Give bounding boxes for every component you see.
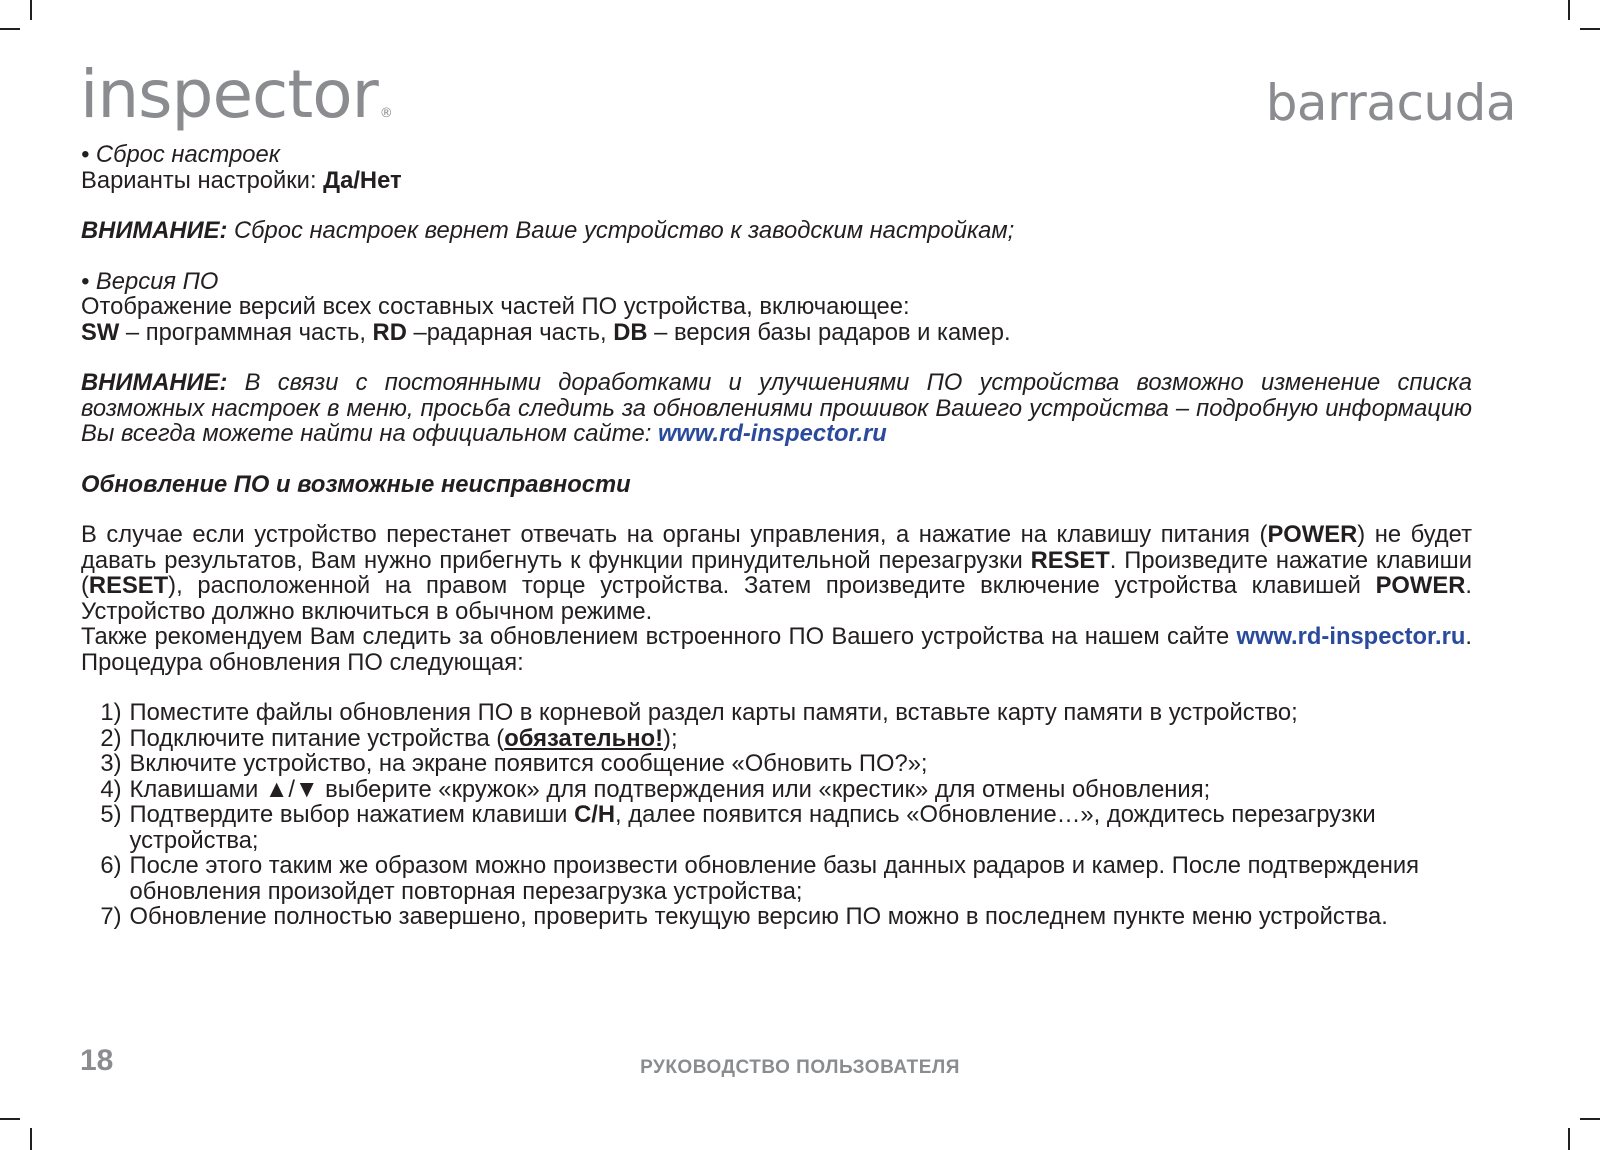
- version-bullet-title: • Версия ПО: [81, 267, 219, 295]
- update-paragraph-2: [81, 624, 1472, 675]
- step-number: 3): [100, 750, 122, 777]
- step-number: 4): [100, 775, 122, 803]
- list-item: [81, 751, 1472, 777]
- footer-title: РУКОВОДСТВО ПОЛЬЗОВАТЕЛЯ: [640, 1057, 960, 1078]
- step-text: После этого таким же образом можно произвести обновление базы данных радаров и камер. После подтверждения обновления произойдет повторная перезагрузка устройства;: [129, 852, 1419, 905]
- website-link[interactable]: www.rd-inspector.ru: [657, 420, 887, 447]
- warning-text: В связи с постоянными доработками и улучшениями ПО устройства возможно изменение списка возможных настроек в меню, просьба следить за обновлениями прошивок Вашего устройства – подробную информацию Вы всегда можете найти на официальном сайте:: [81, 369, 1472, 447]
- step-text: Подключите питание устройства (: [129, 724, 505, 752]
- crop-mark: [0, 1118, 20, 1120]
- reset-warning: [81, 218, 1472, 244]
- step-number: 1): [100, 699, 122, 726]
- step-number: 5): [100, 801, 122, 828]
- crop-mark: [30, 1128, 32, 1150]
- text: . Процедура обновления ПО следующая:: [81, 623, 1472, 676]
- emphasis: обязательно!: [504, 724, 664, 752]
- warning-text: Сброс настроек вернет Ваше устройство к заводским настройкам;: [227, 217, 1015, 244]
- step-text: Обновление полностью завершено, проверить текущую версию ПО можно в последнем пункте меню устройства.: [129, 903, 1388, 930]
- db-label: DB: [613, 318, 648, 346]
- crop-mark: [1568, 0, 1570, 20]
- warning-label: ВНИМАНИЕ:: [81, 217, 228, 244]
- registered-mark: ®: [379, 106, 392, 121]
- crop-mark: [1580, 1118, 1600, 1120]
- update-steps: [81, 700, 1472, 930]
- reset-bullet-title: • Сброс настроек: [81, 141, 280, 168]
- page-content: [81, 142, 1472, 930]
- step-text: Клавишами: [129, 775, 265, 803]
- step-text: Подтвердите выбор нажатием клавиши: [129, 801, 575, 828]
- db-text: – версия базы радаров и камер.: [647, 318, 1011, 346]
- step-number: 2): [100, 724, 122, 752]
- crop-mark: [30, 0, 32, 20]
- list-item: [81, 777, 1472, 803]
- section-title: Обновление ПО и возможные неисправности: [81, 470, 631, 498]
- text: . Произведите нажатие клавиши (: [81, 546, 1472, 599]
- update-paragraph-1: [81, 522, 1472, 624]
- page-number: 18: [80, 1044, 114, 1077]
- crop-mark: [1568, 1128, 1570, 1150]
- version-line1: Отображение версий всех составных частей ПО устройства, включающее:: [81, 293, 910, 320]
- list-item: [81, 802, 1472, 853]
- list-item: [81, 853, 1472, 904]
- crop-mark: [0, 28, 20, 30]
- text: Также рекомендуем Вам следить за обновлением встроенного ПО Вашего устройства на нашем сайте: [81, 623, 1237, 650]
- website-link[interactable]: www.rd-inspector.ru: [1236, 623, 1466, 650]
- list-item: [81, 726, 1472, 752]
- reset-options-value: Да/Нет: [323, 166, 402, 194]
- sw-text: – программная часть,: [119, 318, 373, 346]
- power-key: POWER: [1375, 572, 1466, 599]
- step-text: Поместите файлы обновления ПО в корневой раздел карты памяти, вставьте карту памяти в устройство;: [129, 699, 1298, 726]
- step-number: 6): [100, 852, 122, 879]
- step-text: Включите устройство, на экране появится сообщение «Обновить ПО?»;: [129, 750, 928, 777]
- text: ), расположенной на правом торце устройства. Затем произведите включение устройства клавишей: [168, 572, 1376, 599]
- text: В случае если устройство перестанет отвечать на органы управления, а нажатие на клавишу питания (: [81, 521, 1268, 548]
- sw-label: SW: [81, 318, 120, 346]
- text: ) не будет давать результатов, Вам нужно прибегнуть к функции принудительной перезагрузки: [81, 521, 1472, 574]
- rd-label: RD: [372, 318, 407, 346]
- version-warning: [81, 370, 1472, 447]
- rd-text: –радарная часть,: [406, 318, 614, 346]
- power-key: POWER: [1267, 521, 1358, 548]
- ch-key: С/Н: [574, 801, 616, 828]
- list-item: [81, 904, 1472, 930]
- step-text: выберите «кружок» для подтверждения или «крестик» для отмены обновления;: [318, 775, 1211, 803]
- reset-key: RESET: [88, 572, 169, 599]
- barracuda-logo: barracuda: [1265, 74, 1516, 132]
- step-number: 7): [100, 903, 122, 930]
- reset-options-label: Варианты настройки:: [81, 166, 324, 194]
- reset-key: RESET: [1030, 546, 1110, 574]
- version-line2: [81, 320, 1472, 346]
- list-item: [81, 700, 1472, 726]
- step-text: );: [663, 724, 678, 752]
- warning-label: ВНИМАНИЕ:: [81, 369, 228, 396]
- inspector-logo: [80, 56, 392, 133]
- logo-text: inspector: [80, 56, 378, 133]
- text: . Устройство должно включиться в обычном режиме.: [81, 572, 1472, 625]
- crop-mark: [1580, 28, 1600, 30]
- reset-options: [81, 168, 1472, 194]
- up-down-arrows-icon: ▲/▼: [264, 775, 319, 803]
- step-text: , далее появится надпись «Обновление…», дождитесь перезагрузки устройства;: [129, 801, 1376, 854]
